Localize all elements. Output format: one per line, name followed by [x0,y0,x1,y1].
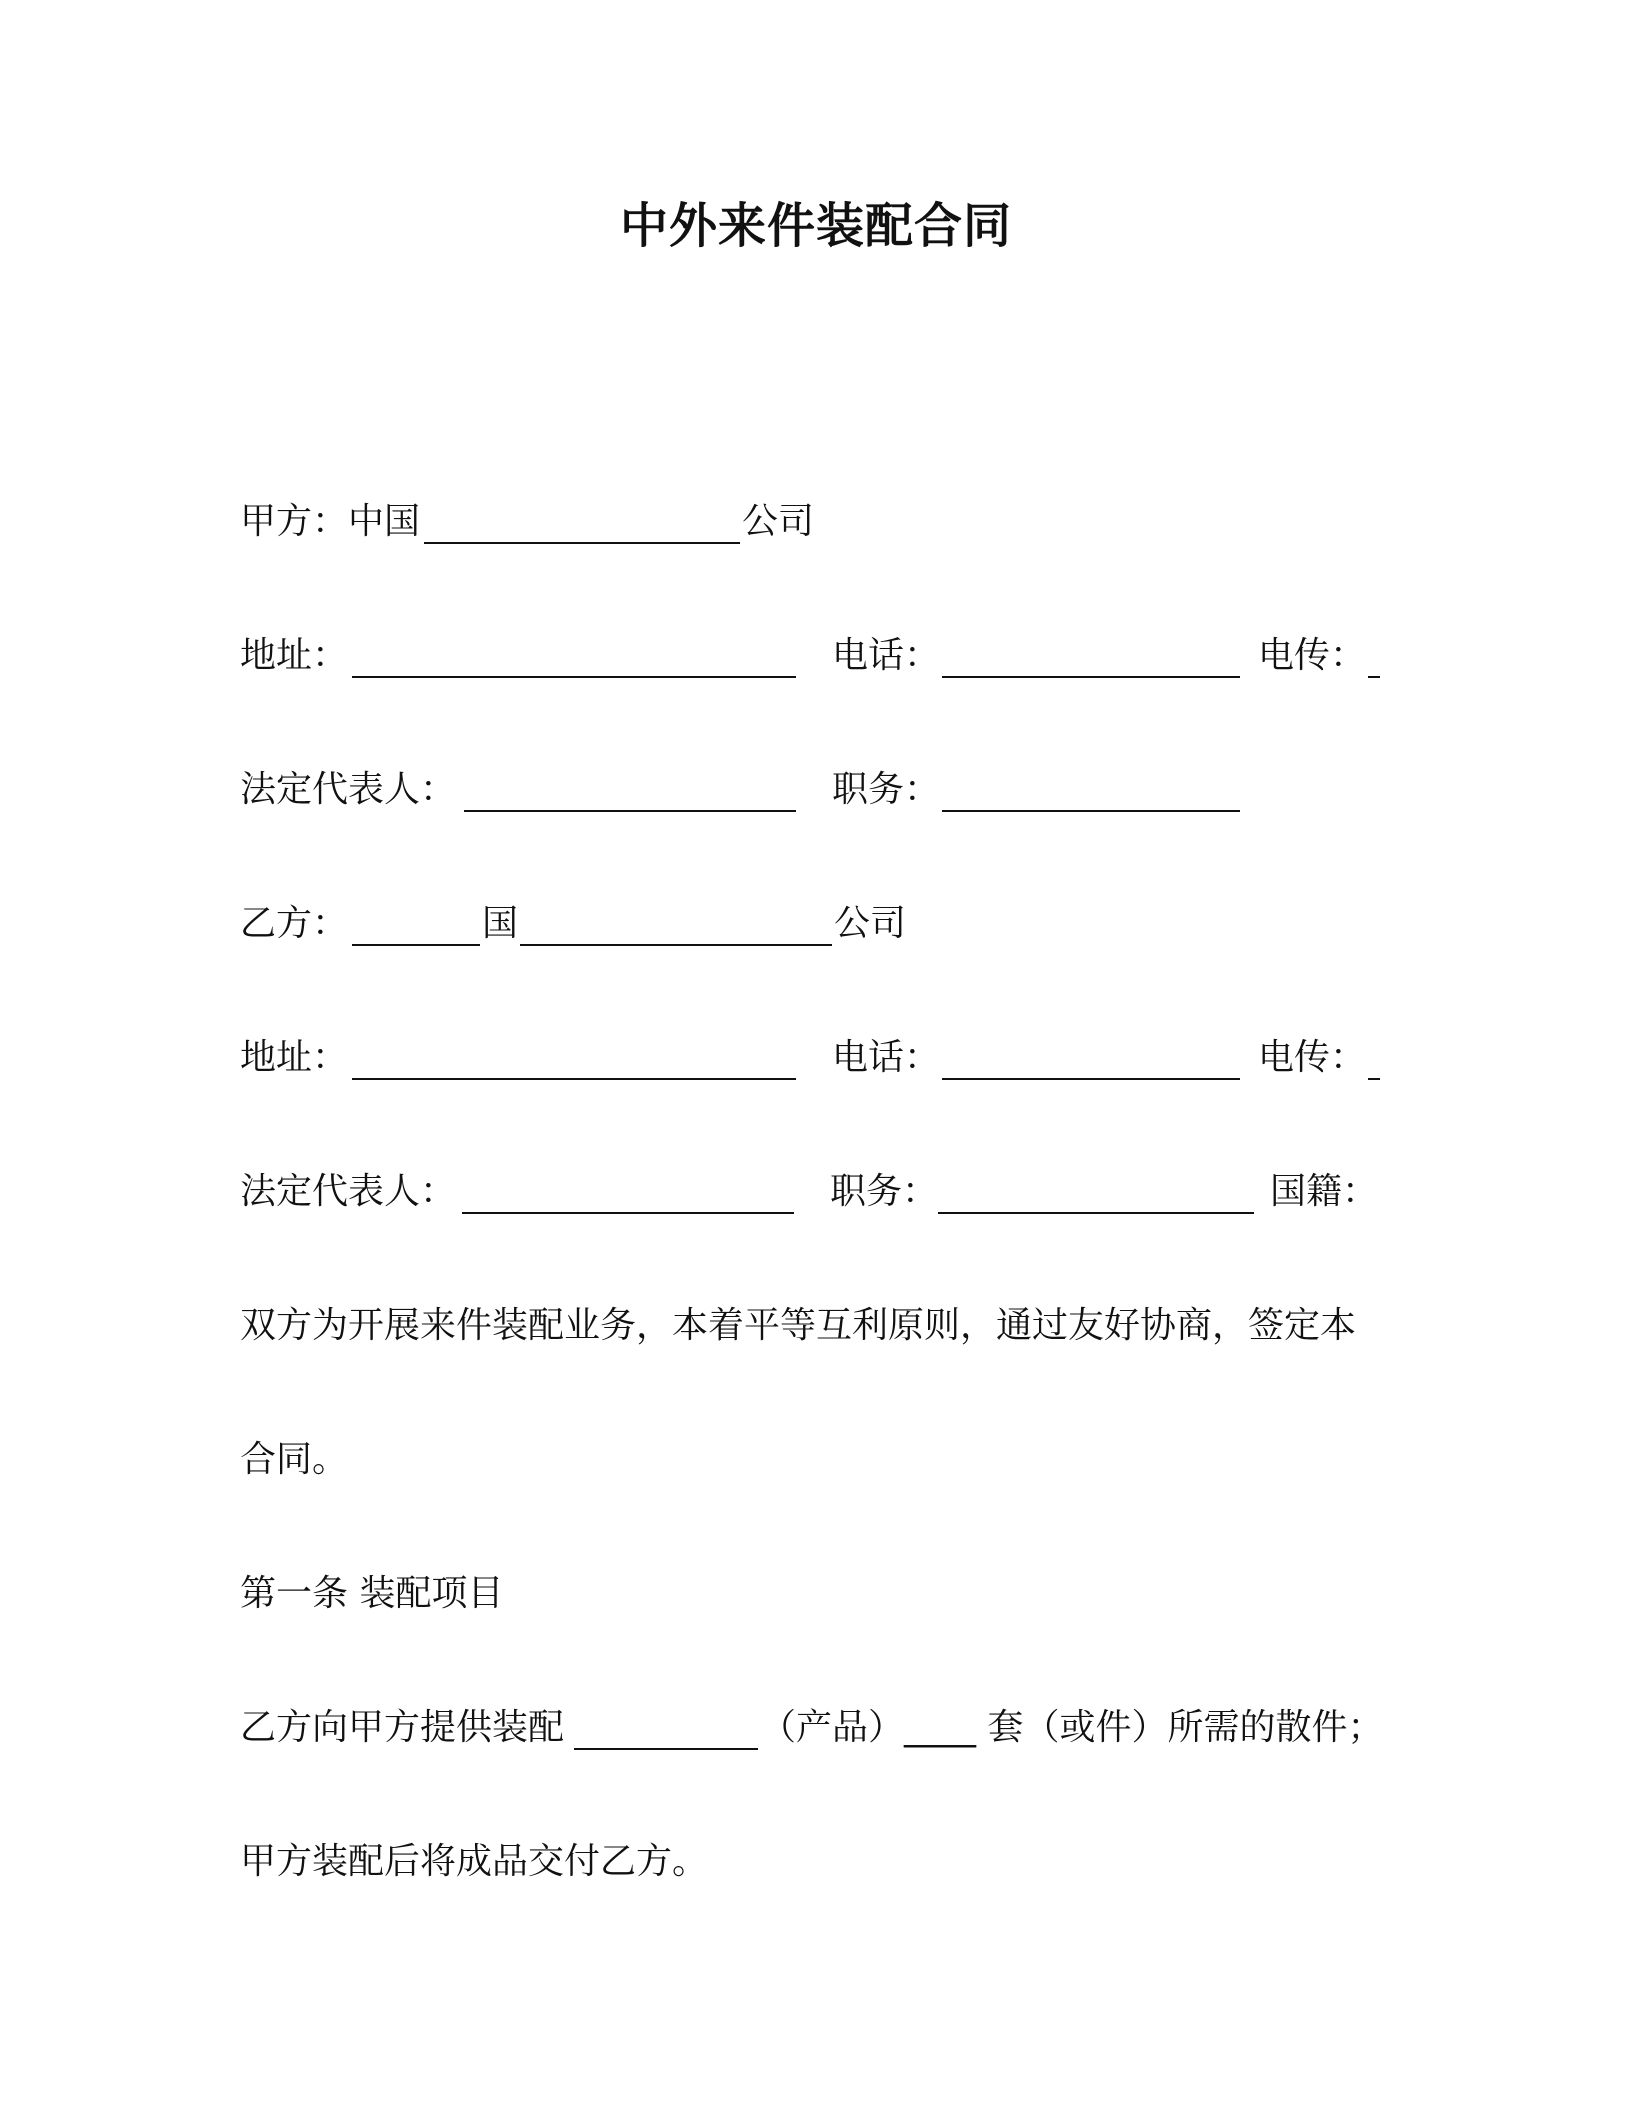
party-b-rep-blank[interactable] [462,1166,794,1214]
intro-paragraph-line-1 [240,1300,1440,1352]
article-1-heading: 第一条 装配项目 [240,1573,504,1614]
party-a-address-label: 地址： [240,635,349,676]
article-1-heading-line [240,1568,1440,1620]
party-a-fax-blank[interactable] [1368,630,1380,678]
party-b-fax-label: 电传： [1258,1037,1367,1078]
party-b-fax-blank[interactable] [1368,1032,1380,1080]
party-a-rep-line [240,764,1440,816]
party-b-position-blank[interactable] [938,1166,1254,1214]
party-a-suffix: 公司 [742,501,815,542]
party-b-phone-blank[interactable] [942,1032,1240,1080]
party-a-position-label: 职务： [832,769,941,810]
party-a-phone-blank[interactable] [942,630,1240,678]
intro-text-2: 合同。 [240,1439,349,1480]
party-b-suffix: 公司 [834,903,907,944]
party-b-nationality-label: 国籍： [1270,1171,1379,1212]
intro-text-1: 双方为开展来件装配业务，本着平等互利原则，通过友好协商，签定本 [240,1305,1357,1346]
party-a-contact-line [240,630,1440,682]
party-a-address-blank[interactable] [352,630,796,678]
party-b-rep-line [240,1166,1440,1218]
party-b-contact-line [240,1032,1440,1084]
party-b-name-blank[interactable] [520,898,832,946]
party-b-name-line [240,898,1440,950]
article-1-line-2 [240,1836,1440,1888]
party-a-rep-blank[interactable] [464,764,796,812]
party-b-prefix: 乙方： [240,903,349,944]
party-b-country-char: 国 [482,903,519,944]
product-blank[interactable] [574,1702,758,1750]
intro-paragraph-line-2 [240,1434,1440,1486]
party-b-country-blank[interactable] [352,898,480,946]
party-b-rep-label: 法定代表人： [240,1171,457,1212]
article-1-line-1 [240,1702,1440,1754]
party-b-address-label: 地址： [240,1037,349,1078]
article-1-text-part1: 乙方向甲方提供装配 [240,1707,565,1748]
article-1-text-line2: 甲方装配后将成品交付乙方。 [240,1841,709,1882]
party-a-rep-label: 法定代表人： [240,769,457,810]
party-a-phone-label: 电话： [832,635,941,676]
party-b-position-label: 职务： [830,1171,939,1212]
party-a-name-blank[interactable] [424,496,740,544]
article-1-text-part2: （产品）____ 套（或件）所需的散件； [760,1707,1384,1748]
party-b-phone-label: 电话： [832,1037,941,1078]
party-a-prefix: 甲方：中国 [240,501,421,542]
party-b-address-blank[interactable] [352,1032,796,1080]
party-a-name-line [240,496,1440,548]
party-a-fax-label: 电传： [1258,635,1367,676]
party-a-position-blank[interactable] [942,764,1240,812]
document-title: 中外来件装配合同 [619,198,1012,254]
